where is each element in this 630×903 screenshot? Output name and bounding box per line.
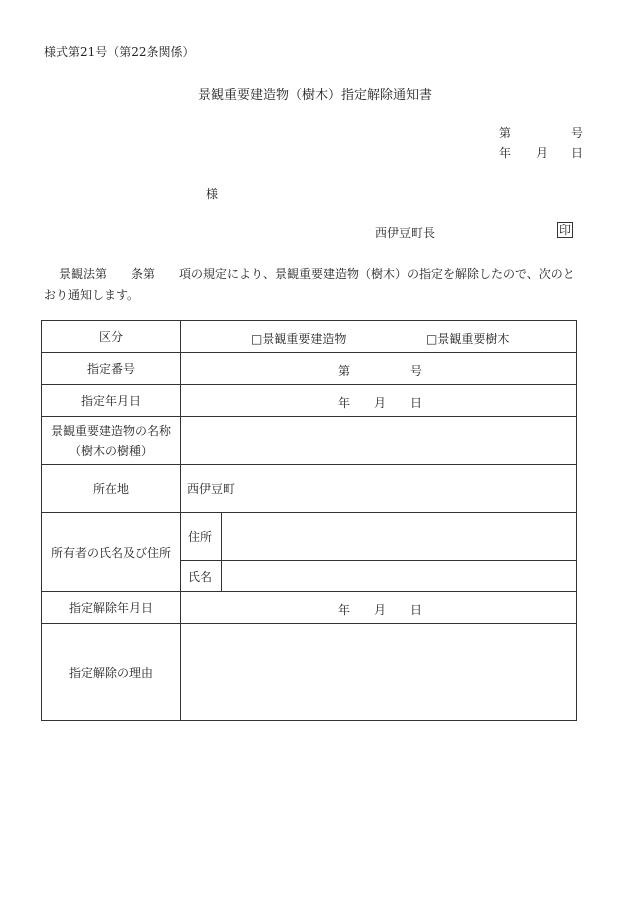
number-go: 号 — [410, 364, 423, 378]
owner-name-label: 氏名 — [181, 561, 222, 592]
date-month: 月 — [536, 146, 549, 160]
row-kubun — [42, 321, 577, 353]
row-release-date — [42, 592, 577, 624]
location-label: 所在地 — [42, 465, 181, 513]
seal-mark: 印 — [559, 223, 572, 237]
owner-address-value[interactable] — [222, 513, 577, 561]
body-p2: 条第 — [131, 267, 156, 281]
designation-date-value — [181, 385, 577, 417]
release-month: 月 — [374, 603, 387, 617]
issuer: 西伊豆町長 — [375, 226, 436, 240]
row-location — [42, 465, 577, 513]
name-label-line1: 景観重要建造物の名称 — [50, 423, 171, 438]
date-day: 日 — [571, 146, 584, 160]
kubun-options — [181, 321, 577, 353]
row-name — [42, 417, 577, 465]
page-title: 景観重要建造物（樹木）指定解除通知書 — [197, 88, 432, 103]
reason-label: 指定解除の理由 — [42, 624, 181, 721]
designation-date-label: 指定年月日 — [42, 385, 181, 417]
name-value[interactable] — [181, 417, 577, 465]
name-label — [42, 417, 181, 465]
number-dai: 第 — [338, 364, 351, 378]
body-text-line1 — [59, 265, 575, 282]
kubun-option-building[interactable]: □景観重要建造物 — [251, 332, 347, 346]
row-owner-address — [42, 513, 577, 561]
addressee-suffix: 様 — [206, 187, 219, 201]
release-day: 日 — [410, 603, 423, 617]
row-number — [42, 353, 577, 385]
body-p3: 項の規定により、景観重要建造物（樹木）の指定を解除したので、次のと — [179, 267, 575, 281]
location-value[interactable]: 西伊豆町 — [181, 465, 577, 513]
row-reason — [42, 624, 577, 721]
number-label: 指定番号 — [42, 353, 181, 385]
designation-month: 月 — [374, 396, 387, 410]
name-label-line2: （樹木の樹種） — [68, 443, 153, 458]
reason-value[interactable] — [181, 624, 577, 721]
designation-year: 年 — [338, 396, 351, 410]
body-text-line2: おり通知します。 — [44, 288, 140, 302]
doc-ref-dai: 第 — [499, 126, 512, 140]
owner-name-value[interactable] — [222, 561, 577, 592]
owner-label: 所有者の氏名及び住所 — [42, 513, 181, 592]
form-number: 様式第21号（第22条関係） — [44, 45, 195, 59]
number-value — [181, 353, 577, 385]
kubun-label: 区分 — [42, 321, 181, 353]
body-p1: 景観法第 — [59, 267, 108, 281]
notice-form-table — [41, 320, 577, 721]
kubun-option-tree[interactable]: □景観重要樹木 — [426, 332, 510, 346]
release-year: 年 — [338, 603, 351, 617]
doc-ref-go: 号 — [571, 126, 584, 140]
release-date-value — [181, 592, 577, 624]
date-year: 年 — [499, 146, 512, 160]
designation-day: 日 — [410, 396, 423, 410]
owner-address-label: 住所 — [181, 513, 222, 561]
release-date-label: 指定解除年月日 — [42, 592, 181, 624]
row-designation-date — [42, 385, 577, 417]
